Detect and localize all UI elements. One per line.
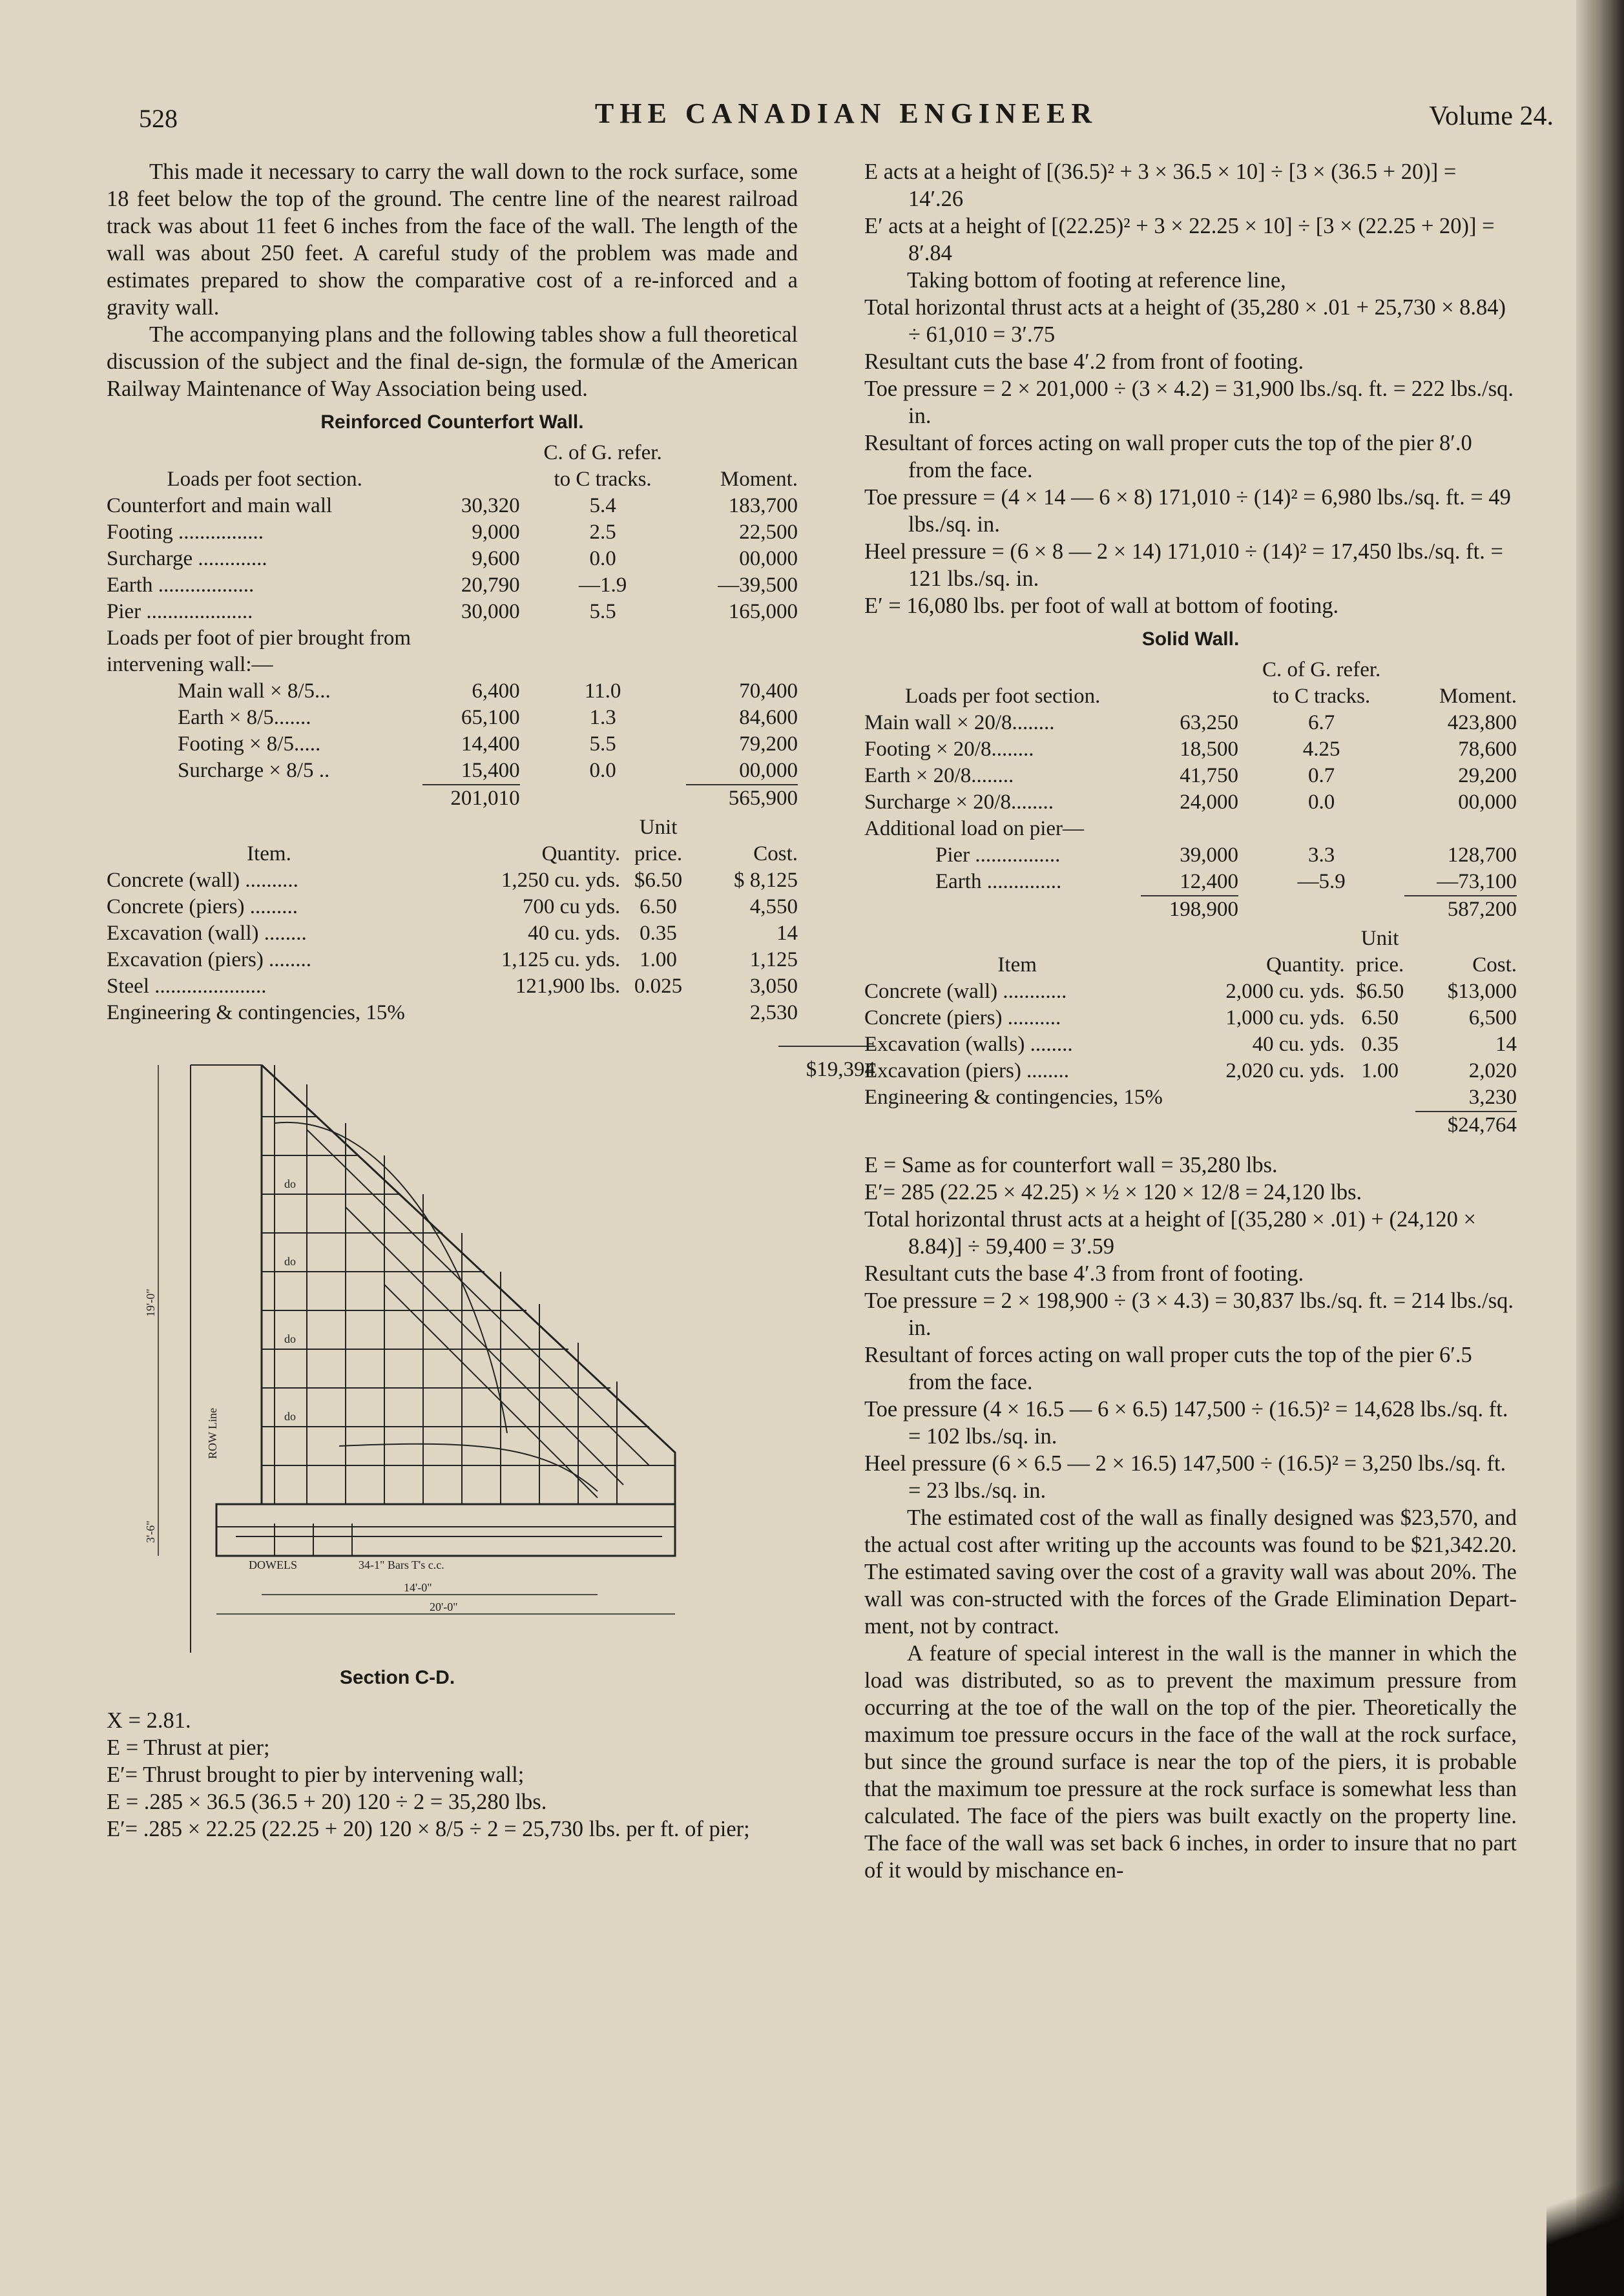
table-row: Earth .............. 12,400 —5.9 —73,100 bbox=[935, 870, 1517, 893]
eq-line: Resultant of forces acting on wall proper cuts the top of the pier 6′.5 from the face. bbox=[864, 1343, 1472, 1394]
table-row: Concrete (piers) .......... 1,000 cu. yds. 6.50 6,500 bbox=[864, 1006, 1517, 1029]
table-row: Concrete (piers) ......... 700 cu yds. 6.50 4,550 bbox=[107, 895, 798, 918]
svg-text:do: do bbox=[284, 1332, 296, 1345]
table-row: Earth × 20/8........ 41,750 0.7 29,200 bbox=[864, 764, 1517, 787]
eq-line: E′= 285 (22.25 × 42.25) × ½ × 120 × 12/8 = 24,120 lbs. bbox=[864, 1180, 1362, 1205]
eq-line: E′ acts at a height of [(22.25)² + 3 × 22.25 × 10] ÷ [3 × (22.25 + 20)] = 8′.84 bbox=[864, 214, 1495, 265]
table-row: Engineering & contingencies, 15% 2,530 bbox=[107, 1001, 798, 1024]
table-row: Surcharge × 20/8........ 24,000 0.0 00,000 bbox=[864, 791, 1517, 814]
col-head: Moment. bbox=[720, 468, 798, 491]
dim-14: 14'-0" bbox=[404, 1581, 432, 1594]
table-row: Footing × 20/8........ 18,500 4.25 78,600 bbox=[864, 738, 1517, 761]
table-row: Main wall × 8/5... 6,400 11.0 70,400 bbox=[178, 679, 798, 703]
reinforced-cost-table: Unit Item. Quantity. price. Cost. Concrete (wall) .......... 1,250 cu. yds. $6.50 $ 8,125 Concrete (piers) ......... 700 cu yds. 6.50 4,550 Excavation (wall) ........ 40 cu. yds. 0.35 14 Excavation (piers) ........ 1,125 cu. yds. 1.00 1,125 Steel ..................... 121,900 lbs. 0.025 3,050 Engineering & contingencies, 15% 2,530 bbox=[107, 814, 798, 1026]
eq-line: Total horizontal thrust acts at a height of (35,280 × .01 + 25,730 × 8.84) ÷ 61,010 = 3′.75 bbox=[864, 295, 1506, 347]
eq-line: Resultant cuts the base 4′.3 from front of footing. bbox=[864, 1261, 1304, 1286]
col-head: Loads per foot section. bbox=[167, 468, 362, 491]
additional-load-heading: Additional load on pier— bbox=[864, 817, 1085, 840]
eq-line: Heel pressure = (6 × 8 — 2 × 14) 171,010 ÷ (14)² = 17,450 lbs./sq. ft. = 121 lbs./sq. in. bbox=[864, 539, 1503, 591]
closing-paragraph-1: The estimated cost of the wall as finally designed was $23,570, and the actual cost after writing up the accounts was found to be $21,342.20. The estimated saving over the cost of a gravity wall was about 20%. The wall was con-structed with the forces of the Grade Elimination Depart-ment, not by contract. bbox=[864, 1505, 1517, 1639]
eq-line: Taking bottom of footing at reference line, bbox=[907, 268, 1286, 293]
section-cd-figure bbox=[145, 1046, 875, 1659]
eq-line: Resultant cuts the base 4′.2 from front of footing. bbox=[864, 349, 1304, 374]
table-row: Steel ..................... 121,900 lbs. 0.025 3,050 bbox=[107, 975, 798, 998]
table-row: Excavation (piers) ........ 2,020 cu. yds. 1.00 2,020 bbox=[864, 1059, 1517, 1082]
table-row: Concrete (wall) .......... 1,250 cu. yds. $6.50 $ 8,125 bbox=[107, 869, 798, 892]
eq-e-prime-def: E′= Thrust brought to pier by intervening wall; bbox=[107, 1763, 525, 1787]
table-row: Earth × 8/5....... 65,100 1.3 84,600 bbox=[178, 706, 798, 729]
table-row: Surcharge × 8/5 .. 15,400 0.0 00,000 bbox=[178, 759, 798, 782]
page-edge-shadow bbox=[1576, 0, 1624, 2296]
col-head: C. of G. refer. bbox=[543, 441, 662, 464]
table-title-reinforced: Reinforced Counterfort Wall. bbox=[320, 411, 584, 433]
bars-label: 34-1" Bars T's c.c. bbox=[359, 1558, 444, 1571]
table-row: Pier .................... 30,000 5.5 165,000 bbox=[107, 600, 798, 623]
svg-text:do: do bbox=[284, 1177, 296, 1190]
intro-paragraph-1: This made it necessary to carry the wall down to the rock surface, some 18 feet below the top of the ground. The centre line of the nearest railroad track was about 11 feet 6 inches from the face of the wall. The length of the wall was about 250 feet. A careful study of the problem was made and estimates prepared to show the comparative cost of a re-inforced and a gravity wall. bbox=[107, 160, 798, 320]
table-row: Main wall × 20/8........ 63,250 6.7 423,800 bbox=[864, 711, 1517, 734]
eq-line: E′ = 16,080 lbs. per foot of wall at bottom of footing. bbox=[864, 594, 1339, 618]
total-row: 198,900 587,200 bbox=[1169, 898, 1517, 921]
table-row: Pier ................ 39,000 3.3 128,700 bbox=[935, 843, 1517, 867]
wall-section-drawing bbox=[145, 1046, 714, 1659]
svg-text:do: do bbox=[284, 1255, 296, 1268]
col-head: to C tracks. bbox=[554, 468, 652, 491]
journal-title: THE CANADIAN ENGINEER bbox=[594, 98, 1098, 129]
table-row: Excavation (wall) ........ 40 cu. yds. 0.35 14 bbox=[107, 922, 798, 945]
solid-cost-table: Unit Item Quantity. price. Cost. Concrete (wall) ............ 2,000 cu. yds. $6.50 $13,000 Concrete (piers) .......... 1,000 cu. yds. 6.50 6,500 Excavation (walls) ........ 40 cu. yds. 0.35 14 Excavation (piers) ........ 2,020 cu. yds. 1.00 2,020 Engineering & contingencies, 15% 3,230 $24,764 bbox=[864, 926, 1517, 1139]
eq-e-def: E = Thrust at pier; bbox=[107, 1735, 270, 1760]
page-corner-shadow bbox=[1546, 2128, 1624, 2296]
intro-paragraph-2: The accompanying plans and the following tables show a full theoretical discussion of the subject and the final de-sign, the formulæ of the American Railway Maintenance of Way Association being used. bbox=[107, 322, 798, 401]
dim-footing: 3'-6" bbox=[145, 1520, 157, 1543]
table-row: Excavation (walls) ........ 40 cu. yds. 0.35 14 bbox=[864, 1033, 1517, 1056]
eq-e-value: E = .285 × 36.5 (36.5 + 20) 120 ÷ 2 = 35,280 lbs. bbox=[107, 1790, 547, 1814]
table-row: Concrete (wall) ............ 2,000 cu. yds. $6.50 $13,000 bbox=[864, 980, 1517, 1003]
table-title-solid: Solid Wall. bbox=[1141, 628, 1240, 650]
eq-x: X = 2.81. bbox=[107, 1708, 191, 1733]
table-row: Surcharge ............. 9,600 0.0 00,000 bbox=[107, 547, 798, 570]
eq-line: Total horizontal thrust acts at a height of [(35,280 × .01) + (24,120 × 8.84)] ÷ 59,400 = 3′.59 bbox=[864, 1207, 1476, 1259]
table-row: Earth .................. 20,790 —1.9 —39,500 bbox=[107, 574, 798, 597]
figure-caption: Section C-D. bbox=[339, 1667, 455, 1688]
right-column bbox=[864, 158, 1517, 1884]
left-column bbox=[107, 158, 875, 1843]
reinforced-loads-table bbox=[107, 440, 798, 812]
table-row: Counterfort and main wall 30,320 5.4 183,700 bbox=[107, 494, 798, 517]
pier-heading: Loads per foot of pier brought from intervening wall:— bbox=[107, 626, 411, 676]
total-row: $24,764 bbox=[1447, 1113, 1517, 1137]
eq-line: Toe pressure (4 × 16.5 — 6 × 6.5) 147,500 ÷ (16.5)² = 14,628 lbs./sq. ft. = 102 lbs./sq. in. bbox=[864, 1397, 1508, 1449]
eq-line: Toe pressure = (4 × 14 — 6 × 8) 171,010 ÷ (14)² = 6,980 lbs./sq. ft. = 49 lbs./sq. in. bbox=[864, 485, 1511, 537]
eq-line: Toe pressure = 2 × 201,000 ÷ (3 × 4.2) = 31,900 lbs./sq. ft. = 222 lbs./sq. in. bbox=[864, 377, 1514, 428]
row-line-label: ROW Line bbox=[206, 1407, 219, 1459]
page-header bbox=[139, 97, 1554, 149]
solid-loads-table: C. of G. refer. Loads per foot section. to C tracks. Moment. Main wall × 20/8........ 63,250 6.7 423,800 Footing × 20/8........ 18,500 4.25 78,600 Earth × 20/8........ 41,750 0.7 29,200 Surcharge × 20/8........ 24,000 0.0 00,000 Additional load on pier— Pier ................ 39,000 3.3 128,700 Earth .............. 12,400 —5.9 —73,100 198,900 587,200 bbox=[864, 657, 1517, 923]
cost-total: $19,394 bbox=[806, 1058, 875, 1081]
dim-height: 19'-0" bbox=[145, 1288, 157, 1317]
eq-e-prime-value: E′= .285 × 22.25 (22.25 + 20) 120 × 8/5 ÷ 2 = 25,730 lbs. per ft. of pier; bbox=[107, 1817, 750, 1841]
page-number: 528 bbox=[139, 104, 178, 133]
volume-label: Volume 24. bbox=[1429, 101, 1554, 131]
svg-text:do: do bbox=[284, 1410, 296, 1423]
table-row: Excavation (piers) ........ 1,125 cu. yds. 1.00 1,125 bbox=[107, 948, 798, 971]
table-row: Footing ................ 9,000 2.5 22,500 bbox=[107, 521, 798, 544]
eq-line: E = Same as for counterfort wall = 35,280 lbs. bbox=[864, 1153, 1278, 1177]
eq-line: Heel pressure (6 × 6.5 — 2 × 16.5) 147,500 ÷ (16.5)² = 3,250 lbs./sq. ft. = 23 lbs./sq. in. bbox=[864, 1451, 1506, 1503]
closing-paragraph-2: A feature of special interest in the wall is the manner in which the load was distributed, so as to prevent the maximum pressure from occurring at the toe of the wall on the top of the pier. Theoretically the maximum toe pressure occurs in the face of the wall at the rock surface, but since the ground surface is near the top of the piers, it is probable that the maximum toe pressure at the rock surface is somewhat less than calculated. The face of the piers was built exactly on the property line. The face of the wall was set back 6 inches, in order to insure that no part of it would by mischance en- bbox=[864, 1641, 1517, 1883]
eq-line: Toe pressure = 2 × 198,900 ÷ (3 × 4.3) = 30,837 lbs./sq. ft. = 214 lbs./sq. in. bbox=[864, 1288, 1514, 1340]
eq-line: E acts at a height of [(36.5)² + 3 × 36.5 × 10] ÷ [3 × (36.5 + 20)] = 14′.26 bbox=[864, 160, 1457, 211]
table-row: Engineering & contingencies, 15% 3,230 bbox=[864, 1086, 1517, 1109]
total-row: 201,010 565,900 bbox=[450, 787, 798, 810]
dowels-label: DOWELS bbox=[249, 1558, 297, 1571]
table-row: Footing × 8/5..... 14,400 5.5 79,200 bbox=[178, 732, 798, 756]
dim-20: 20'-0" bbox=[430, 1600, 458, 1613]
eq-line: Resultant of forces acting on wall proper cuts the top of the pier 8′.0 from the face. bbox=[864, 431, 1472, 482]
